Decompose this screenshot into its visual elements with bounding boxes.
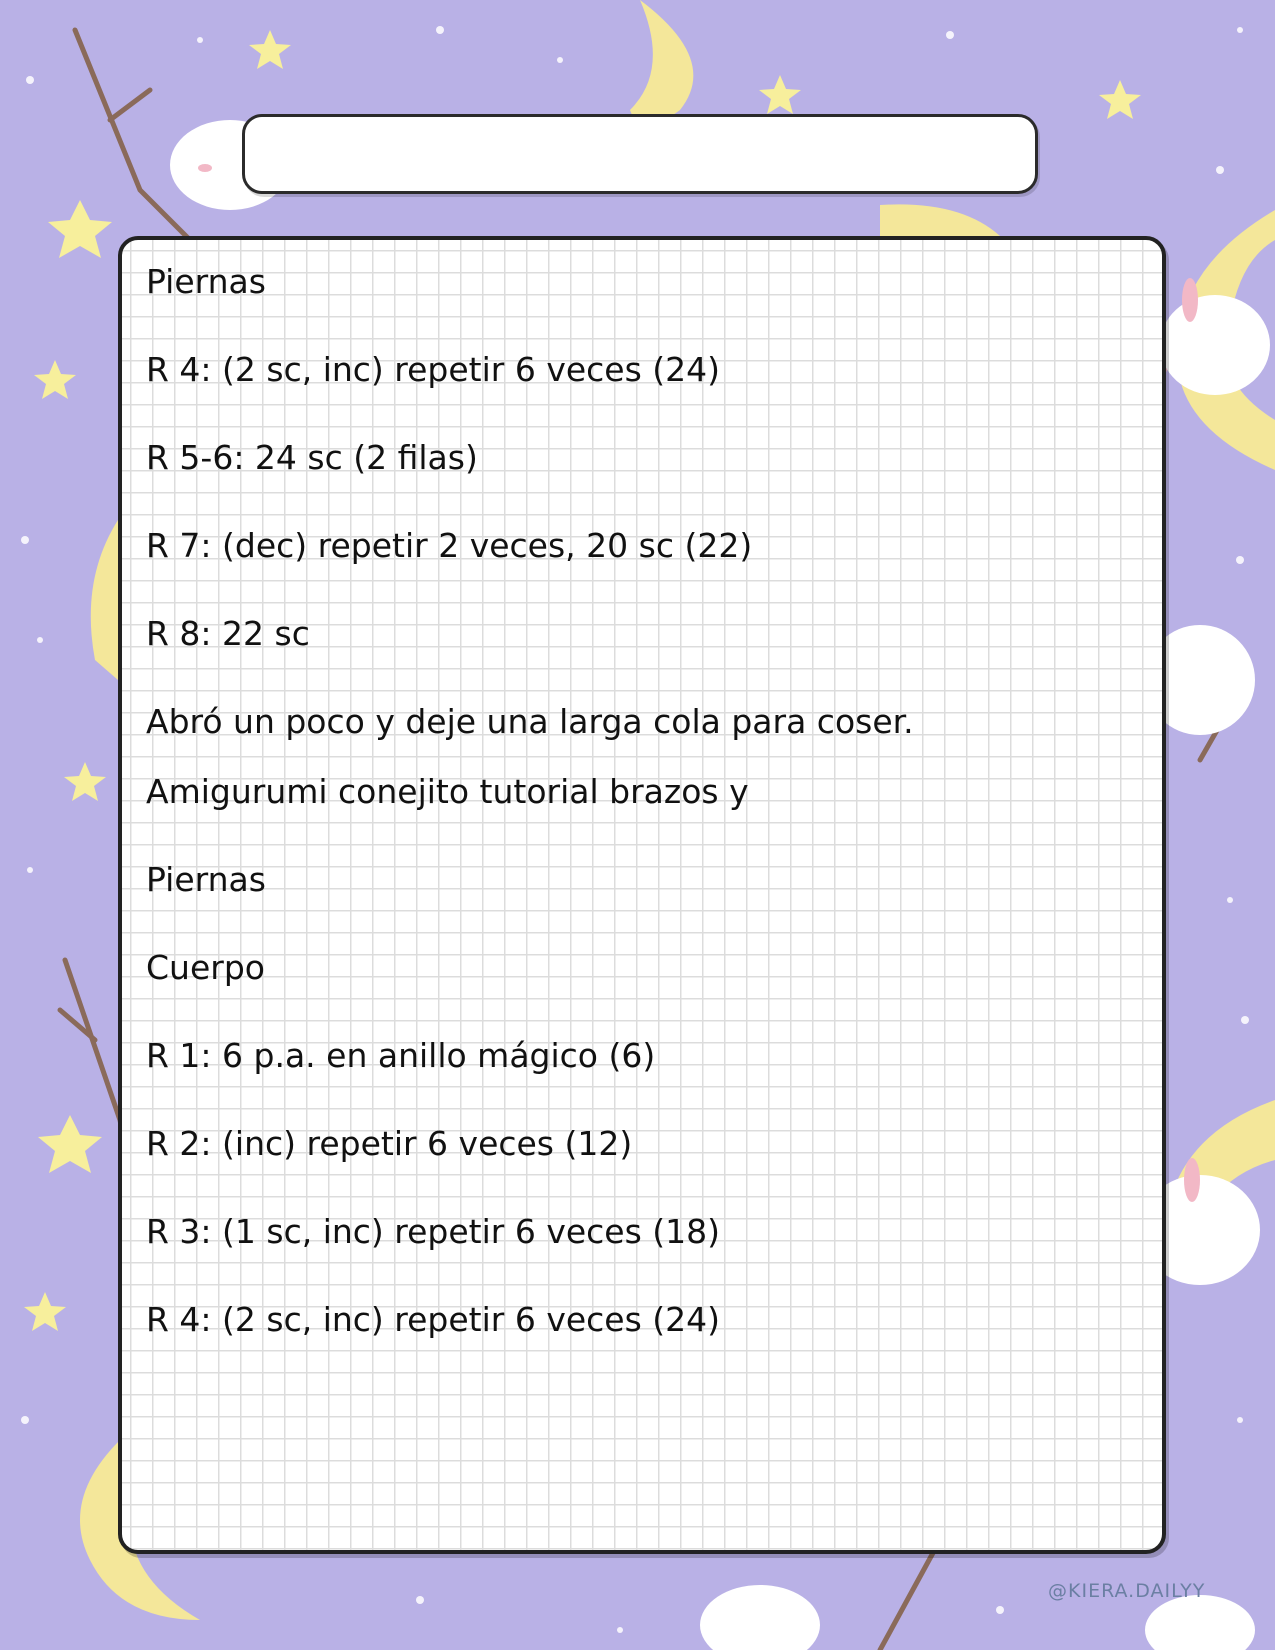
pattern-row: R 4: (2 sc, inc) repetir 6 veces (24) xyxy=(146,1300,721,1339)
section-heading: Piernas xyxy=(146,262,266,301)
section-heading: Piernas xyxy=(146,860,266,899)
pattern-row: R 3: (1 sc, inc) repetir 6 veces (18) xyxy=(146,1212,721,1251)
grid-paper xyxy=(118,236,1166,1554)
title-box xyxy=(242,114,1038,194)
pattern-row: R 7: (dec) repetir 2 veces, 20 sc (22) xyxy=(146,526,753,565)
instruction-text: Abró un poco y deje una larga cola para coser. xyxy=(146,702,914,741)
pattern-row: R 1: 6 p.a. en anillo mágico (6) xyxy=(146,1036,656,1075)
watermark: @KIERA.DAILYY xyxy=(1048,1580,1206,1602)
pattern-row: R 5-6: 24 sc (2 filas) xyxy=(146,438,478,477)
pattern-row: R 4: (2 sc, inc) repetir 6 veces (24) xyxy=(146,350,721,389)
pattern-row: R 2: (inc) repetir 6 veces (12) xyxy=(146,1124,633,1163)
instruction-text: Amigurumi conejito tutorial brazos y xyxy=(146,772,749,811)
pattern-row: R 8: 22 sc xyxy=(146,614,310,653)
section-heading: Cuerpo xyxy=(146,948,265,987)
